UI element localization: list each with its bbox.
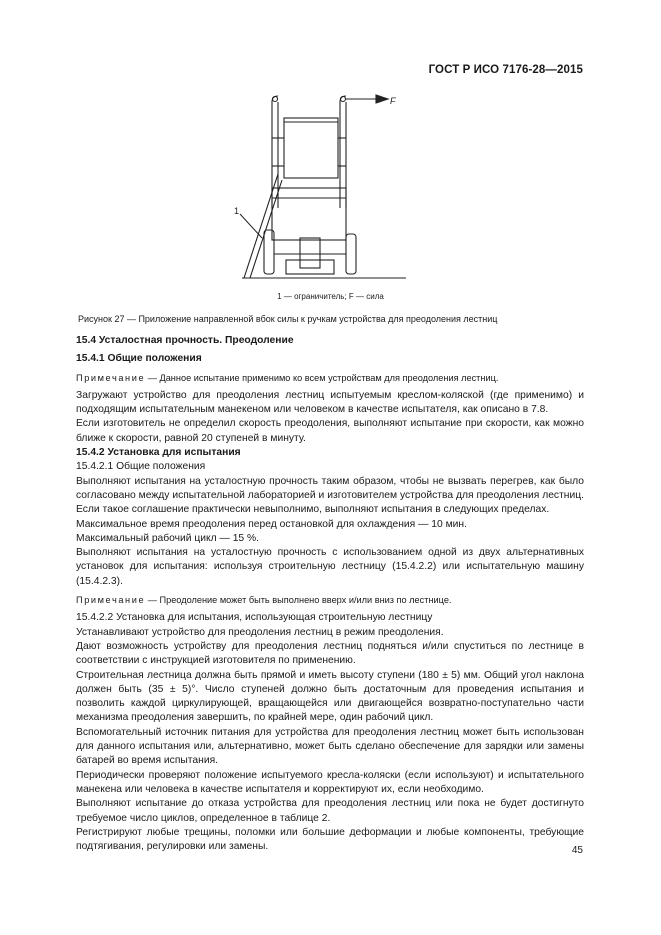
section-heading-15-4-2: 15.4.2 Установка для испытания xyxy=(76,447,241,459)
paragraph-11: Периодически проверяют положение испытуемого кресла-коляски (если используют) и испытательного манекена или человека в качестве испытателя и корректируют их, если необходимо. xyxy=(76,769,584,795)
figure-legend: 1 — ограничитель; F — сила xyxy=(277,292,384,301)
note-1-text: — Данное испытание применимо ко всем устройствам для преодоления лестниц. xyxy=(145,372,499,383)
label-F: F xyxy=(390,96,396,106)
section-heading-15-4: 15.4 Усталостная прочность. Преодоление xyxy=(76,335,294,346)
paragraph-10: Вспомогательный источник питания для устройства для преодоления лестниц может быть использован для данного испытания или, альтернативно, может быть сделано обеспечение для зарядки или замены батарей во время испытания. xyxy=(76,726,584,767)
paragraph-5: Максимальный рабочий цикл — 15 %. xyxy=(76,532,260,544)
paragraph-4: Максимальное время преодоления перед остановкой для охлаждения — 10 мин. xyxy=(76,518,467,530)
section-heading-15-4-2-1: 15.4.2.1 Общие положения xyxy=(76,461,206,473)
page-number: 45 xyxy=(571,845,583,856)
paragraph-2: Если изготовитель не определил скорость преодоления, выполняют испытание при скорости, как можно ближе к скорости, равной 20 ступеней в минуту. xyxy=(76,418,584,444)
section-heading-15-4-1: 15.4.1 Общие положения xyxy=(76,353,202,365)
paragraph-12: Выполняют испытание до отказа устройства для преодоления лестниц или пока не будет достигнуто требуемое число циклов, определенное в таблице 2. xyxy=(76,798,584,824)
paragraph-9: Строительная лестница должна быть прямой и иметь высоту ступени (180 ± 5) мм. Общий угол наклона должен быть (35 ± 5)°. Число ступеней должно быть достаточным для проведения испытания и позволить каждой циркулирующей, вращающейся или двигающейся возвратно-поступательно части механизма преодоления завершить, по крайней мере, один рабочий цикл. xyxy=(76,669,584,724)
stair-climber-figure xyxy=(228,88,428,286)
paragraph-8: Дают возможность устройству для преодоления лестниц подняться и/или спуститься по лестнице в соответствии с инструкцией изготовителя по применению. xyxy=(76,640,584,667)
paragraph-3: Выполняют испытания на усталостную прочность таким образом, чтобы не вызвать перегрев, как было согласовано между испытательной лабораторией и изготовителем устройства для преодоления лестниц. Если такое соглашение практически невыполнимо, выполняют испытания в следующих пределах. xyxy=(76,475,584,516)
paragraph-1: Загружают устройство для преодоления лестниц испытуемым креслом-коляской (где применимо) и подходящим испытательным манекеном или человеком в качестве испытателя, как описано в 7.8. xyxy=(76,389,584,416)
note-1-label: Примечание xyxy=(76,372,146,383)
figure-caption: Рисунок 27 — Приложение направленной вбок силы к ручкам устройства для преодоления лестниц xyxy=(78,314,498,324)
paragraph-6: Выполняют испытания на усталостную прочность с использованием одной из двух альтернативных установок для испытания: используя строительную лестницу (15.4.2.2) или испытательную машину (15.4.2.3). xyxy=(76,547,584,587)
note-2-text: — Преодоление может быть выполнено вверх и/или вниз по лестнице. xyxy=(145,595,452,606)
document-header: ГОСТ Р ИСО 7176-28—2015 xyxy=(428,64,583,76)
section-heading-15-4-2-2: 15.4.2.2 Установка для испытания, использующая строительную лестницу xyxy=(76,612,433,624)
label-1: 1 xyxy=(234,206,240,216)
body-text xyxy=(76,334,584,854)
note-2-label: Примечание xyxy=(76,595,146,606)
note-1 xyxy=(76,371,584,385)
note-2 xyxy=(76,593,584,607)
paragraph-7: Устанавливают устройство для преодоления лестниц в режим преодоления. xyxy=(76,626,444,638)
paragraph-13: Регистрируют любые трещины, поломки или большие деформации и любые компоненты, требующие подтягивания, регулировки или замены. xyxy=(76,826,584,853)
